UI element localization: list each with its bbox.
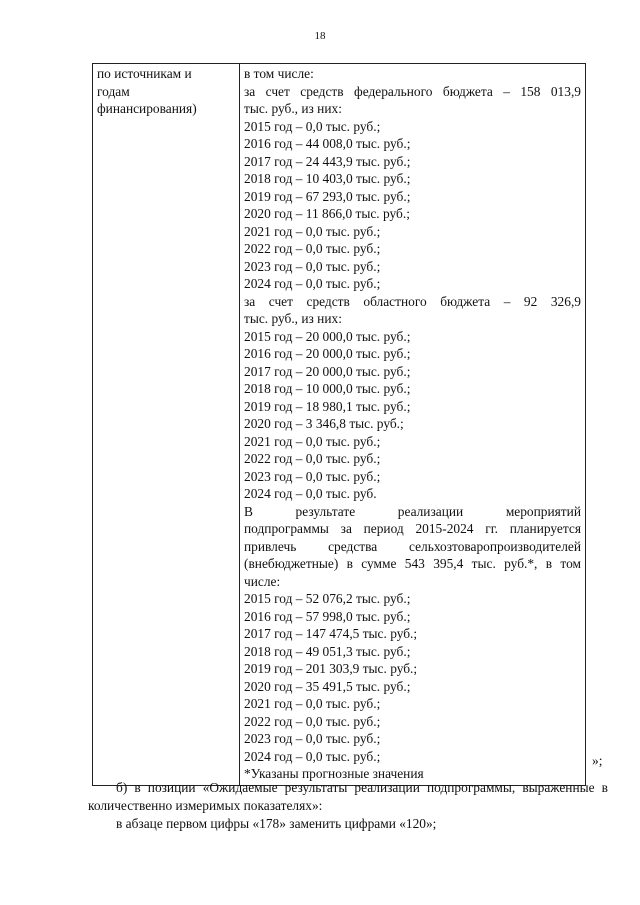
federal-year-line: 2017 год – 24 443,9 тыс. руб.;: [244, 153, 411, 169]
regional-year-line: 2024 год – 0,0 тыс. руб.: [244, 486, 377, 501]
left-cell-line: по источникам и: [97, 66, 192, 81]
paragraph-c: в абзаце первом цифры «178» заменить цифрами «120»;: [116, 816, 437, 831]
regional-year-line: 2023 год – 0,0 тыс. руб.;: [244, 468, 381, 484]
regional-year-line: 2022 год – 0,0 тыс. руб.;: [244, 451, 381, 466]
left-cell: [93, 64, 240, 786]
extrabudget-year-line: 2020 год – 35 491,5 тыс. руб.;: [244, 678, 411, 694]
table-row: [93, 64, 586, 786]
extrabudget-line: привлечь средства сельхозтоваропроизводителей: [244, 538, 581, 554]
regional-heading: за счет средств областного бюджета – 92 326,9: [244, 293, 581, 309]
federal-year-line: 2024 год – 0,0 тыс. руб.;: [244, 276, 381, 291]
regional-year-line: 2016 год – 20 000,0 тыс. руб.;: [244, 346, 411, 361]
federal-year-line: 2022 год – 0,0 тыс. руб.;: [244, 241, 381, 256]
left-cell-line: годам: [97, 83, 130, 99]
financing-table: [92, 63, 586, 786]
extrabudget-line: числе:: [244, 573, 281, 589]
extrabudget-line: В результате реализации мероприятий: [244, 503, 581, 519]
extrabudget-year-line: 2024 год – 0,0 тыс. руб.;: [244, 748, 381, 764]
page-number: 18: [314, 30, 326, 42]
paragraph-b: б) в позиции «Ожидаемые результаты реализации подпрограммы, выраженные в количественно измеримых показателях»:: [88, 780, 608, 813]
federal-year-line: 2019 год – 67 293,0 тыс. руб.;: [244, 188, 411, 204]
federal-year-line: 2018 год – 10 403,0 тыс. руб.;: [244, 171, 411, 186]
federal-year-line: 2021 год – 0,0 тыс. руб.;: [244, 223, 381, 239]
extrabudget-year-line: 2021 год – 0,0 тыс. руб.;: [244, 696, 381, 711]
regional-year-line: 2015 год – 20 000,0 тыс. руб.;: [244, 328, 411, 344]
federal-year-line: 2016 год – 44 008,0 тыс. руб.;: [244, 136, 411, 151]
closing-quote: »;: [592, 753, 603, 768]
extrabudget-year-line: 2015 год – 52 076,2 тыс. руб.;: [244, 591, 411, 606]
extrabudget-year-line: 2019 год – 201 303,9 тыс. руб.;: [244, 661, 418, 676]
regional-year-line: 2020 год – 3 346,8 тыс. руб.;: [244, 416, 404, 431]
extrabudget-year-line: 2017 год – 147 474,5 тыс. руб.;: [244, 626, 418, 641]
extrabudget-line: подпрограммы за период 2015-2024 гг. планируется: [244, 521, 581, 536]
extrabudget-year-line: 2016 год – 57 998,0 тыс. руб.;: [244, 608, 411, 624]
extrabudget-year-line: 2022 год – 0,0 тыс. руб.;: [244, 713, 381, 729]
federal-year-line: 2015 год – 0,0 тыс. руб.;: [244, 118, 381, 134]
extrabudget-year-line: 2023 год – 0,0 тыс. руб.;: [244, 731, 381, 746]
federal-year-line: 2023 год – 0,0 тыс. руб.;: [244, 258, 381, 274]
extrabudget-year-line: 2018 год – 49 051,3 тыс. руб.;: [244, 643, 411, 659]
right-cell: [240, 64, 586, 786]
regional-year-line: 2018 год – 10 000,0 тыс. руб.;: [244, 381, 411, 396]
left-cell-line: финансирования): [97, 101, 197, 116]
regional-year-line: 2019 год – 18 980,1 тыс. руб.;: [244, 398, 411, 414]
regional-heading-cont: тыс. руб., из них:: [244, 311, 342, 326]
federal-year-line: 2020 год – 11 866,0 тыс. руб.;: [244, 206, 410, 221]
intro-line: в том числе:: [244, 66, 314, 81]
regional-year-line: 2017 год – 20 000,0 тыс. руб.;: [244, 363, 411, 379]
federal-heading: за счет средств федерального бюджета – 158 013,9: [244, 83, 581, 99]
extrabudget-line: (внебюджетные) в сумме 543 395,4 тыс. руб.*, в том: [244, 556, 581, 571]
regional-year-line: 2021 год – 0,0 тыс. руб.;: [244, 433, 381, 449]
federal-heading-cont: тыс. руб., из них:: [244, 101, 342, 116]
footnote: *Указаны прогнозные значения: [244, 766, 424, 781]
